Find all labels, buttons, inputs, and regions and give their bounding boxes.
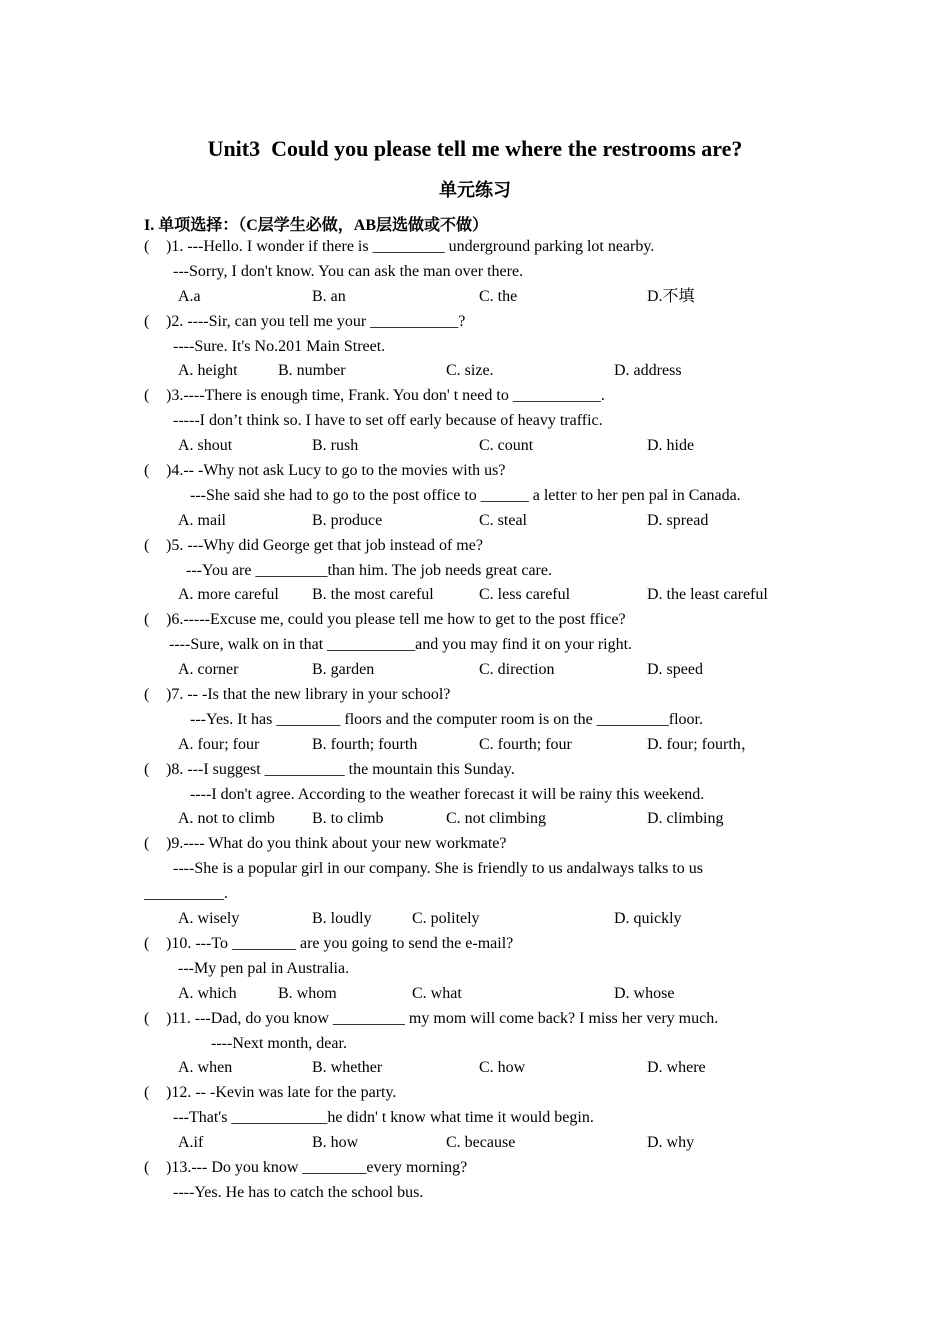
dialogue-response: ----She is a popular girl in our company. She is friendly to us andalways talks to us — [173, 860, 703, 878]
page-subtitle: 单元练习 — [439, 180, 511, 200]
question-text: )1. ---Hello. I wonder if there is _________ underground parking lot nearby. — [166, 238, 655, 255]
option-b[interactable]: B. the most careful — [312, 586, 434, 604]
option-d[interactable]: D. whose — [614, 984, 675, 1002]
question-item — [144, 832, 824, 932]
question-line — [144, 1156, 824, 1181]
option-a[interactable]: A. four; four — [178, 735, 260, 753]
option-a[interactable]: A. height — [178, 362, 238, 380]
answer-options — [144, 359, 824, 384]
option-c[interactable]: C. steal — [479, 511, 527, 529]
question-line — [144, 758, 824, 783]
answer-blank[interactable]: ( — [144, 611, 150, 629]
question-line — [144, 932, 824, 957]
question-item — [144, 683, 824, 758]
question-text: )4.-- -Why not ask Lucy to go to the movies with us? — [166, 462, 506, 480]
answer-blank[interactable]: ( — [144, 1084, 150, 1102]
dialogue-response: ---Sorry, I don't know. You can ask the man over there. — [173, 262, 524, 280]
question-text: )10. ---To ________ are you going to send the e-mail? — [166, 934, 514, 952]
question-line — [144, 1007, 824, 1032]
option-d[interactable]: D. climbing — [647, 810, 724, 828]
dialogue-response: ---That's ____________he didn' t know what time it would begin. — [173, 1109, 594, 1127]
question-text: )7. -- -Is that the new library in your school? — [166, 686, 451, 704]
question-line — [144, 235, 824, 260]
answer-blank[interactable]: ( — [144, 536, 150, 554]
option-c[interactable]: C. count — [479, 437, 534, 455]
question-line — [144, 1081, 824, 1106]
dialogue-response: ---She said she had to go to the post office to ______ a letter to her pen pal in Canada. — [190, 486, 741, 504]
option-d[interactable]: D. hide — [647, 437, 695, 455]
answer-blank[interactable]: ( — [144, 1009, 150, 1027]
option-b[interactable]: B. how — [312, 1134, 359, 1152]
question-item — [144, 1007, 824, 1082]
option-a[interactable]: A. wisely — [178, 910, 240, 928]
option-c[interactable]: C. the — [479, 287, 518, 305]
dialogue-response: ----Yes. He has to catch the school bus. — [173, 1183, 424, 1201]
option-a[interactable]: A.if — [178, 1134, 204, 1152]
question-item — [144, 235, 824, 310]
option-d[interactable]: D. four; fourth， — [647, 735, 757, 753]
answer-options — [144, 509, 824, 534]
option-b[interactable]: B. fourth; fourth — [312, 735, 418, 753]
answer-options — [144, 733, 824, 758]
page-title: Unit3 Could you please tell me where the restrooms are? — [207, 136, 743, 161]
dialogue-response: -----I don’t think so. I have to set off early because of heavy traffic. — [173, 412, 603, 430]
option-d[interactable]: D. the least careful — [647, 586, 768, 604]
option-c[interactable]: C. less careful — [479, 586, 571, 604]
option-a[interactable]: A. which — [178, 984, 237, 1002]
question-item — [144, 1081, 824, 1156]
option-c[interactable]: C. what — [412, 984, 462, 1002]
option-d[interactable]: D. where — [647, 1059, 706, 1077]
question-line — [144, 310, 824, 335]
answer-options — [144, 907, 824, 932]
answer-blank[interactable]: ( — [144, 462, 150, 480]
option-a[interactable]: A. mail — [178, 511, 226, 529]
question-text: )11. ---Dad, do you know _________ my mom will come back? I miss her very much. — [166, 1009, 719, 1027]
option-d[interactable]: D.不填 — [647, 287, 695, 305]
question-text: )5. ---Why did George get that job instead of me? — [166, 536, 483, 554]
answer-blank[interactable]: ( — [144, 1158, 150, 1176]
question-list — [144, 235, 824, 1206]
option-c[interactable]: C. not climbing — [446, 810, 546, 828]
dialogue-response: __________. — [144, 885, 228, 903]
question-item — [144, 310, 824, 385]
option-b[interactable]: B. produce — [312, 511, 383, 529]
answer-blank[interactable]: ( — [144, 760, 150, 778]
answer-options — [144, 1056, 824, 1081]
option-a[interactable]: A. not to climb — [178, 810, 275, 828]
option-b[interactable]: B. whom — [278, 984, 337, 1002]
answer-blank[interactable]: ( — [144, 835, 150, 853]
question-text: )9.---- What do you think about your new workmate? — [166, 835, 507, 853]
dialogue-response: ---My pen pal in Australia. — [178, 959, 350, 977]
question-text: )3.----There is enough time, Frank. You don' t need to ___________. — [166, 387, 605, 405]
option-c[interactable]: C. size. — [446, 362, 494, 380]
option-d[interactable]: D. why — [647, 1134, 695, 1152]
option-a[interactable]: A. when — [178, 1059, 233, 1077]
option-c[interactable]: C. how — [479, 1059, 526, 1077]
question-item — [144, 1156, 824, 1206]
answer-options — [144, 982, 824, 1007]
answer-options — [144, 434, 824, 459]
dialogue-response: ----Sure, walk on in that ___________and you may find it on your right. — [169, 636, 633, 654]
question-line — [144, 534, 824, 559]
answer-options — [144, 807, 824, 832]
option-b[interactable]: B. number — [278, 362, 346, 380]
question-text: )8. ---I suggest __________ the mountain this Sunday. — [166, 760, 515, 778]
question-line — [144, 683, 824, 708]
dialogue-response: ---Yes. It has ________ floors and the computer room is on the _________floor. — [190, 710, 703, 728]
question-item — [144, 758, 824, 833]
question-text: )13.--- Do you know ________every morning? — [166, 1158, 468, 1176]
option-b[interactable]: B. whether — [312, 1059, 383, 1077]
option-c[interactable]: C. politely — [412, 910, 480, 928]
question-text: )2. ----Sir, can you tell me your ___________? — [166, 312, 466, 330]
option-c[interactable]: C. because — [446, 1134, 516, 1152]
option-b[interactable]: B. loudly — [312, 910, 372, 928]
option-b[interactable]: B. to climb — [312, 810, 384, 828]
answer-blank[interactable]: ( — [144, 238, 150, 255]
answer-options — [144, 658, 824, 683]
question-item — [144, 459, 824, 534]
answer-blank[interactable]: ( — [144, 387, 150, 405]
option-c[interactable]: C. direction — [479, 661, 555, 679]
option-a[interactable]: A. more careful — [178, 586, 279, 604]
answer-blank[interactable]: ( — [144, 934, 150, 952]
answer-blank[interactable]: ( — [144, 686, 150, 704]
question-item — [144, 932, 824, 1007]
question-item — [144, 384, 824, 459]
dialogue-response: ----I don't agree. According to the weather forecast it will be rainy this weekend. — [190, 785, 705, 803]
option-a[interactable]: A. corner — [178, 661, 239, 679]
option-a[interactable]: A. shout — [178, 437, 233, 455]
question-line — [144, 384, 824, 409]
answer-options — [144, 285, 824, 310]
option-d[interactable]: D. address — [614, 362, 682, 380]
option-d[interactable]: D. speed — [647, 661, 703, 679]
option-d[interactable]: D. spread — [647, 511, 709, 529]
option-b[interactable]: B. an — [312, 287, 346, 305]
option-b[interactable]: B. garden — [312, 661, 375, 679]
dialogue-response: ---You are _________than him. The job needs great care. — [186, 561, 552, 579]
question-line — [144, 608, 824, 633]
answer-options — [144, 583, 824, 608]
dialogue-response: ----Next month, dear. — [211, 1034, 347, 1052]
answer-blank[interactable]: ( — [144, 312, 150, 330]
answer-options — [144, 1131, 824, 1156]
option-c[interactable]: C. fourth; four — [479, 735, 572, 753]
dialogue-response: ----Sure. It's No.201 Main Street. — [173, 337, 386, 355]
option-b[interactable]: B. rush — [312, 437, 359, 455]
option-a[interactable]: A.a — [178, 287, 201, 305]
question-item — [144, 608, 824, 683]
question-line — [144, 459, 824, 484]
question-text: )12. -- -Kevin was late for the party. — [166, 1084, 397, 1102]
section-heading: I. 单项选择：（C层学生必做，AB层选做或不做） — [144, 217, 489, 234]
question-line — [144, 832, 824, 857]
question-item — [144, 534, 824, 609]
question-text: )6.-----Excuse me, could you please tell me how to get to the post ffice? — [166, 611, 626, 629]
option-d[interactable]: D. quickly — [614, 910, 682, 928]
